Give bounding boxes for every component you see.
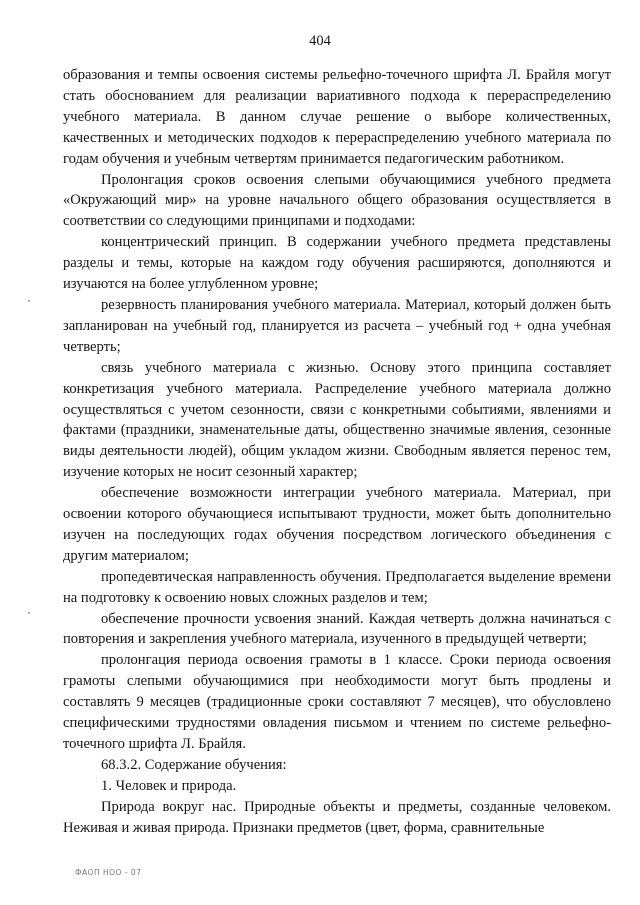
scan-speck [28,300,30,302]
body-text [63,65,611,839]
section-heading-content: 68.3.2. Содержание обучения: [101,756,287,773]
paragraph-planning-reserve: резервность планирования учебного материала. Материал, который должен быть запланирован на учебный год, планируется из расчета – учебный год + одна учебная четверть; [63,296,611,355]
paragraph-continuation: образования и темпы освоения системы рельефно-точечного шрифта Л. Брайля могут стать обоснованием для реализации вариативного подхода к перераспределению учебного материала. В данном случае решение о выборе количественных, качественных и методических подходов к перераспределению учебного материала по годам обучения и учебным четвертям принимается педагогическим работником. [63,67,611,167]
paragraph-literacy-prolongation: пролонгация периода освоения грамоты в 1 классе. Сроки периода освоения грамоты слепыми обучающимися при необходимости могут быть продлены и составлять 9 месяцев (традиционные сроки составляют 7 месяцев), что обусловлено специфическими трудностями овладения письмом и чтением по системе рельефно-точечного шрифта Л. Брайля. [63,652,611,752]
paragraph-integration: обеспечение возможности интеграции учебного материала. Материал, при освоении которого обучающиеся испытывают трудности, может быть дополнительно изучен на последующих годах обучения посредством логического объединения с другим материалом; [63,485,611,564]
scan-speck [28,612,30,614]
footer-code: ФАОП НОО - 07 [75,868,142,877]
subsection-heading-man-and-nature: 1. Человек и природа. [101,777,237,794]
paragraph-knowledge-retention: обеспечение прочности усвоения знаний. Каждая четверть должна начинаться с повторения и закрепления учебного материала, изученного в предыдущей четверти; [63,610,611,648]
page-number: 404 [309,33,331,49]
paragraph-concentric-principle: концентрический принцип. В содержании учебного предмета представлены разделы и темы, которые на каждом году обучения расширяются, дополняются и изучаются на более углубленном уровне; [63,234,611,293]
paragraph-propaedeutic: пропедевтическая направленность обучения. Предполагается выделение времени на подготовку к освоению новых сложных разделов и тем; [63,568,611,606]
paragraph-life-connection: связь учебного материала с жизнью. Основу этого принципа составляет конкретизация учебного материала. Распределение учебного материала должно осуществляться с учетом сезонности, связи с конкретными событиями, явлениями и фактами (праздники, знаменательные даты, общественно значимые явления, сезонные виды деятельности людей), общим укладом жизни. Свободным является перенос тем, изучение которых не носит сезонный характер; [63,359,611,481]
paragraph-nature-around-us: Природа вокруг нас. Природные объекты и предметы, созданные человеком. Неживая и живая природа. Признаки предметов (цвет, форма, сравнительные [63,798,611,836]
paragraph-prolongation-intro: Пролонгация сроков освоения слепыми обучающимися учебного предмета «Окружающий мир» на уровне начального общего образования осуществляется в соответствии со следующими принципами и подходами: [63,171,611,230]
